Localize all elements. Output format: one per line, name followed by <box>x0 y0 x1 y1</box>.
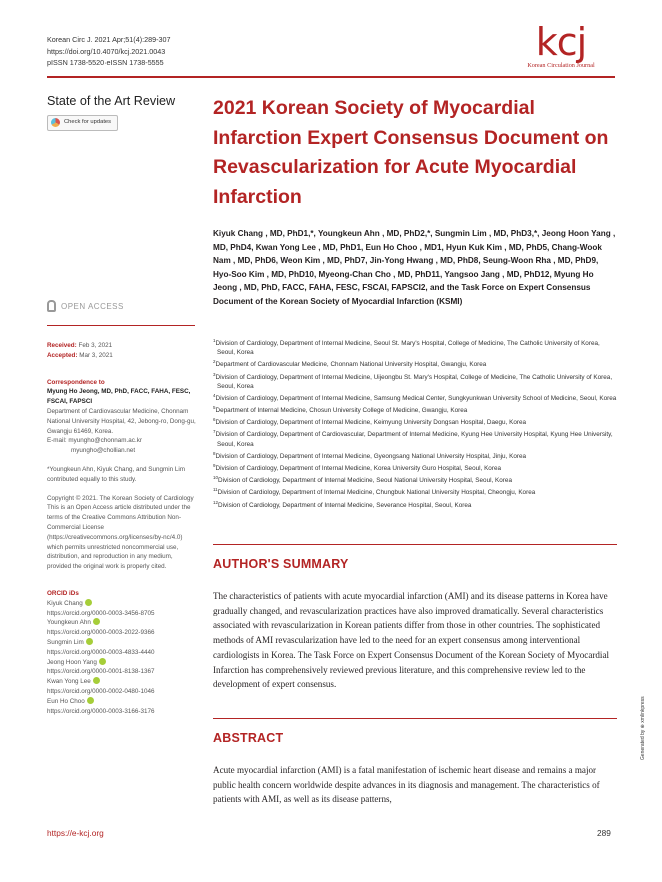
header-divider <box>47 76 615 78</box>
orcid-item: Kwan Yong Lee https://orcid.org/0000-0002-0480-1046 <box>47 678 155 695</box>
received-date: Feb 3, 2021 <box>78 342 113 349</box>
orcid-icon <box>85 599 92 606</box>
left-divider <box>47 325 195 326</box>
affiliation-item: $^{10}$Division of Cardiology, Department of Internal Medicine, Seoul National University Hospital, Seoul, Korea <box>213 475 512 485</box>
orcid-link[interactable]: https://orcid.org/0000-0002-0480-1046 <box>47 687 155 695</box>
left-column-top <box>47 94 195 131</box>
equal-contribution-note: *Youngkeun Ahn, Kiyuk Chang, and Sungmin Lim contributed equally to this study. <box>47 465 186 483</box>
license-text: This is an Open Access article distributed under the terms of the Creative Commons Attribution Non-Commercial License (https://creativecommons.org/licenses/by-nc/4.0) which permits unrestricted noncommercial use, distribution, and reproduction in any medium, provided the original work is properly cited. <box>47 504 191 571</box>
check-updates-label: Check for updates <box>64 119 112 125</box>
orcid-item: Jeong Hoon Yang https://orcid.org/0000-0001-8138-1367 <box>47 658 155 676</box>
generator-credit: Generated by ⊕ xmlinkpress <box>640 696 646 760</box>
affiliation-item: $^{11}$Division of Cardiology, Department of Internal Medicine, Chungbuk National University Hospital, Cheongju, Korea <box>213 487 536 497</box>
citation-block <box>47 34 170 69</box>
page-number: 289 <box>597 828 611 838</box>
orcid-icon <box>86 638 93 645</box>
orcid-link[interactable]: https://orcid.org/0000-0003-4833-4440 <box>47 648 155 656</box>
summary-text: The characteristics of patients with acute myocardial infarction (AMI) and its disease patterns in Korea have gradually changed, and revascularization practices have also improved dramatically. Several characteristics associated with revascularization in Korean patients differ from those in other countries. The sophisticated methods of AMI revascularization have led to the need for an expert consensus among interventional cardiologists in Korea. The Task Force on Expert Consensus Document of the Korean Society of Myocardial Infarction has comprehensively reviewed previous literature, and this comprehensive review led to the development of expert consensus. <box>213 591 610 690</box>
received-label: Received: <box>47 342 77 349</box>
crossmark-icon <box>51 118 60 127</box>
affiliation-item: $^3$Division of Cardiology, Department of Internal Medicine, Uijeongbu St. Mary's Hospital, College of Medicine, The Catholic University of Korea, Seoul, Korea <box>213 371 613 390</box>
accepted-date: Mar 3, 2021 <box>79 351 113 359</box>
orcid-icon <box>93 618 100 625</box>
orcid-link[interactable]: https://orcid.org/0000-0001-8138-1367 <box>47 668 155 676</box>
affiliation-item: $^7$Division of Cardiology, Department of Cardiovascular, Department of Internal Medicine, Kyung Hee University Hospital, Kyung Hee University, Seoul, Korea <box>213 429 613 448</box>
summary-heading: AUTHOR'S SUMMARY <box>213 557 349 571</box>
affiliation-item: $^9$Division of Cardiology, Department of Internal Medicine, Korea University Guro Hospital, Seoul, Korea <box>213 462 501 473</box>
affiliation-item: $^1$Division of Cardiology, Department of Internal Medicine, Seoul St. Mary's Hospital, College of Medicine, The Catholic University of Korea, Seoul, Korea <box>213 338 600 357</box>
copyright: Copyright © 2021. The Korean Society of Cardiology <box>47 494 194 502</box>
abstract-text: Acute myocardial infarction (AMI) is a fatal manifestation of ischemic heart disease and remains a major public health concern worldwide despite advances in its diagnosis and management. The characteristics of patients with AMI, as well as its disease patterns, <box>213 765 600 805</box>
orcid-icon <box>87 697 94 704</box>
check-updates-button[interactable] <box>47 115 118 131</box>
affiliation-item: $^8$Division of Cardiology, Department of Internal Medicine, Gyeongsang National University Hospital, Jinju, Korea <box>213 450 527 460</box>
article-info <box>47 341 197 716</box>
corresponding-email-2[interactable]: myungho@chollian.net <box>71 447 136 455</box>
summary-divider <box>213 544 617 545</box>
orcid-item: Sungmin Lim https://orcid.org/0000-0003-4833-4440 <box>47 638 155 656</box>
open-lock-icon <box>47 300 56 312</box>
affiliation-item: $^4$Division of Cardiology, Department of Internal Medicine, Samsung Medical Center, Sungkyunkwan University School of Medicine, Seoul, Korea <box>213 392 617 402</box>
orcid-item: Kiyuk Chang https://orcid.org/0000-0003-3456-8705 <box>47 599 155 617</box>
affiliation-item: $^{12}$Division of Cardiology, Department of Internal Medicine, Severance Hospital, Seoul, Korea <box>213 499 472 509</box>
orcid-link[interactable]: https://orcid.org/0000-0003-2022-9366 <box>47 629 155 637</box>
abstract-heading: ABSTRACT <box>213 731 284 745</box>
journal-logo <box>505 20 617 69</box>
affiliations <box>213 336 618 510</box>
correspondence-heading: Correspondence to <box>47 378 105 386</box>
article-title: 2021 Korean Society of Myocardial Infarction Expert Consensus Document on Revascularization for Acute Myocardial Infarction <box>213 97 609 208</box>
corresponding-author: Myung Ho Jeong, MD, PhD, FACC, FAHA, FESC, FSCAI, FAPSCI <box>47 388 191 406</box>
corresponding-email[interactable]: E-mail: myungho@chonnam.ac.kr <box>47 437 142 445</box>
orcid-link[interactable]: https://orcid.org/0000-0003-3456-8705 <box>47 609 155 617</box>
orcid-link[interactable]: https://orcid.org/0000-0003-3166-3176 <box>47 707 155 715</box>
open-access-badge <box>47 300 124 312</box>
orcid-item: Youngkeun Ahn https://orcid.org/0000-0003-2022-9366 <box>47 619 155 637</box>
logo-mark: kcj <box>535 20 587 64</box>
orcid-icon <box>93 677 100 684</box>
affiliation-item: $^5$Department of Internal Medicine, Chosun University College of Medicine, Gwangju, Korea <box>213 405 468 415</box>
abstract-divider <box>213 718 617 719</box>
orcid-icon <box>99 658 106 665</box>
orcid-item: Eun Ho Choo https://orcid.org/0000-0003-3166-3176 <box>47 697 155 715</box>
affiliation-item: $^6$Division of Cardiology, Department of Internal Medicine, Keimyung University Dongsan Hospital, Daegu, Korea <box>213 417 527 427</box>
issn: pISSN 1738-5520·eISSN 1738-5555 <box>47 58 164 67</box>
doi-link[interactable]: https://doi.org/10.4070/kcj.2021.0043 <box>47 46 166 56</box>
open-access-label: OPEN ACCESS <box>61 301 124 311</box>
author-list: Kiyuk Chang , MD, PhD1,*, Youngkeun Ahn , MD, PhD2,*, Sungmin Lim , MD, PhD3,*, Jeong Hoon Yang , MD, PhD4, Kwan Yong Lee , MD, PhD1, Eun Ho Choo , MD1, Hyun Kuk Kim , MD, PhD5, Chang-Wook Nam , MD, PhD6, Weon Kim , MD, PhD7, Jin-Yong Hwang , MD, PhD8, Seung-Woon Rha , MD, PhD9, Hyo-Soo Kim , MD, PhD10, Myeong-Chan Cho , MD, PhD11, Yangsoo Jang , MD, PhD12, Myung Ho Jeong , MD, PhD, FACC, FAHA, FESC, FSCAI, FAPSCI2, and the Task Force on Expert Consensus Document of the Korean Society of Myocardial Infarction (KSMI) <box>213 229 616 306</box>
accepted-label: Accepted: <box>47 351 78 359</box>
journal-url[interactable]: https://e-kcj.org <box>47 828 104 838</box>
affiliation-item: $^2$Department of Cardiovascular Medicine, Chonnam National University Hospital, Gwangju, Korea <box>213 359 487 369</box>
corresponding-address: Department of Cardiovascular Medicine, Chonnam National University Hospital, 42, Jebong-ro, Dong-gu, Gwangju 61469, Korea. <box>47 407 196 435</box>
logo-subtitle: Korean Circulation Journal <box>527 62 595 69</box>
orcid-heading: ORCID iDs <box>47 589 79 597</box>
article-type: State of the Art Review <box>47 94 176 108</box>
citation: Korean Circ J. 2021 Apr;51(4):289-307 <box>47 35 171 44</box>
orcid-list <box>47 599 197 717</box>
